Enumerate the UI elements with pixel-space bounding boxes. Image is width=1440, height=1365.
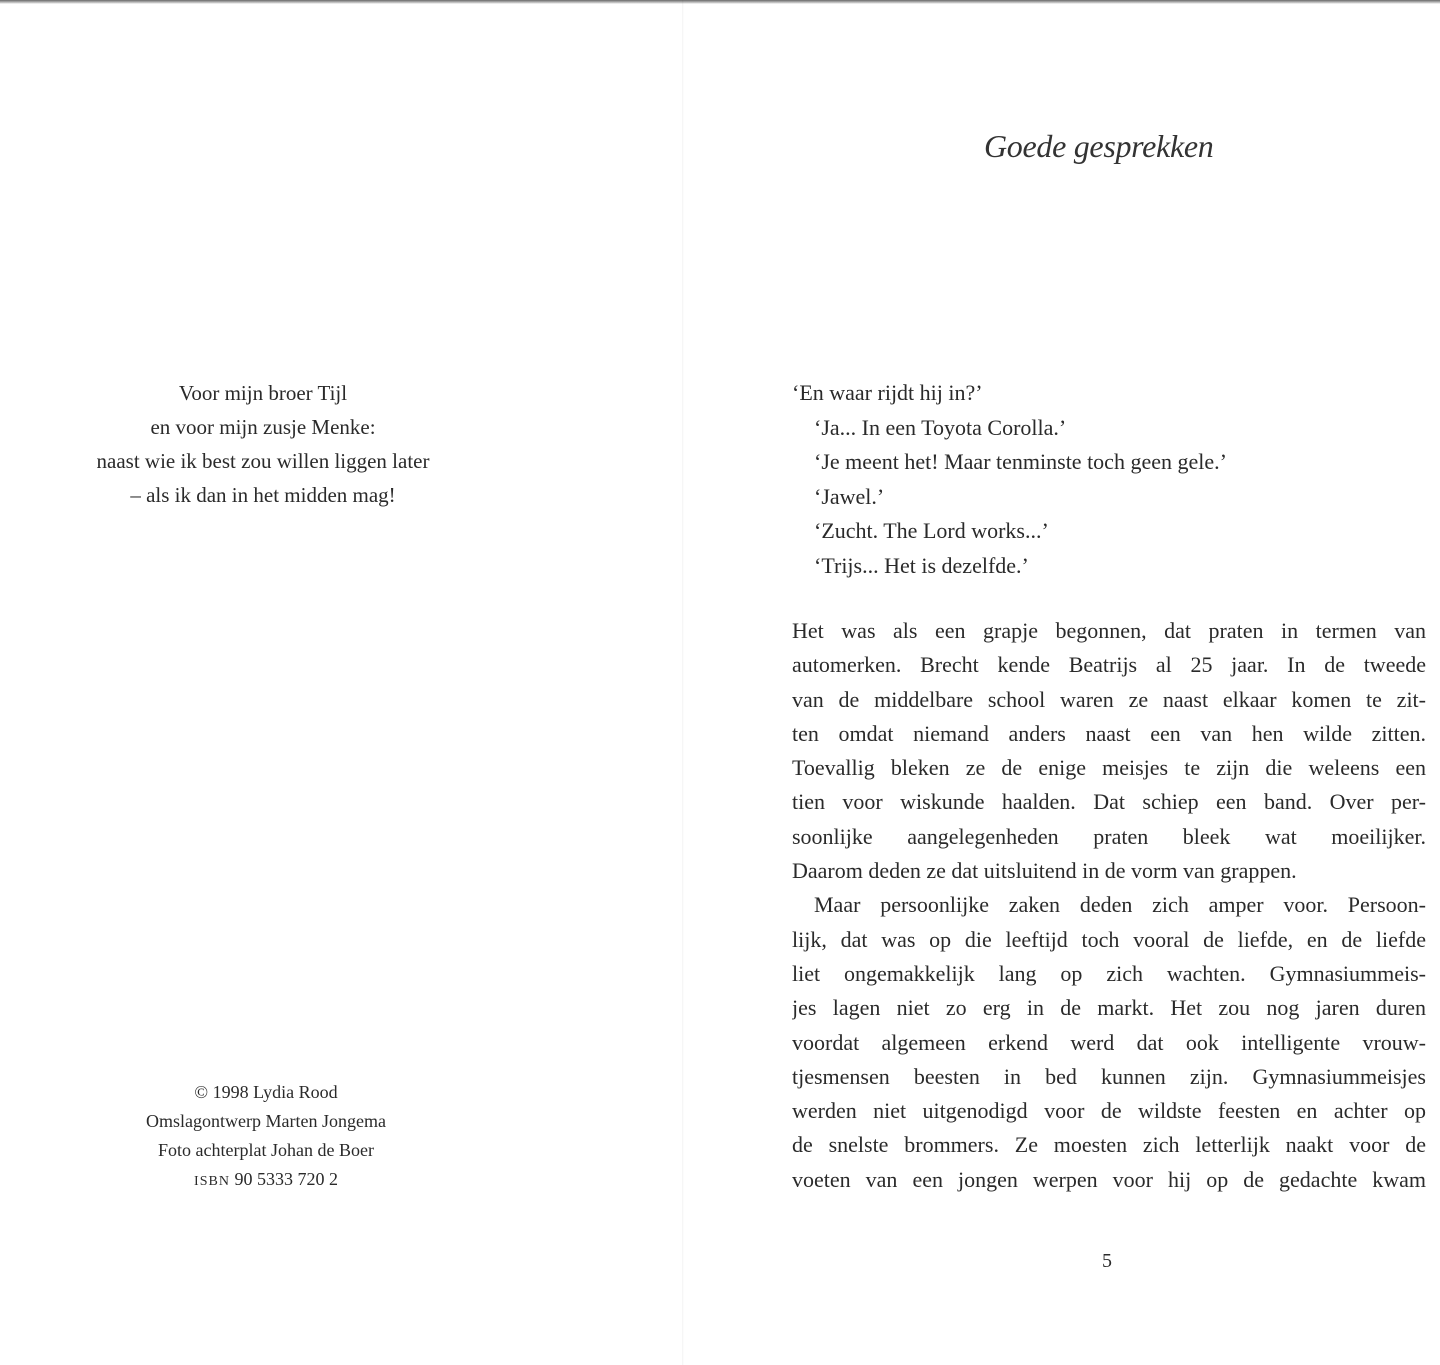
copyright-line: © 1998 Lydia Rood (194, 1082, 338, 1102)
chapter-title: Goede gesprekken (984, 128, 1214, 164)
dialogue-line: ‘Ja... In een Toyota Corolla.’ (814, 414, 1067, 440)
dialogue-line: ‘Je meent het! Maar tenminste toch geen gele.’ (814, 449, 1227, 474)
dedication-line: en voor mijn zusje Menke: (150, 415, 376, 439)
paragraph-line: van de middelbare school waren ze naast elkaar komen te zit- (792, 686, 1426, 712)
right-page (684, 0, 1440, 1365)
isbn-line (100, 1165, 432, 1196)
isbn-label: ISBN (194, 1174, 230, 1189)
dialogue-line: ‘Zucht. The Lord works...’ (814, 518, 1049, 543)
paragraph-line: liet ongemakkelijk lang op zich wachten. Gymnasiummeis- (792, 960, 1426, 986)
colophon (100, 1078, 432, 1196)
paragraph-line: Daarom deden ze dat uitsluitend in de vorm van grappen. (792, 858, 1297, 884)
paragraph-line: Toevallig bleken ze de enige meisjes te zijn die weleens een (792, 755, 1426, 781)
dedication-line: naast wie ik best zou willen liggen later (96, 449, 430, 473)
paragraph-line: voeten van een jongen werpen voor hij op de gedachte kwam (792, 1166, 1426, 1192)
paragraph-line: Het was als een grapje begonnen, dat praten in termen van (792, 618, 1426, 643)
left-page (0, 0, 682, 1365)
paragraph-line: tjesmensen beesten in bed kunnen zijn. Gymnasiummeisjes (792, 1063, 1426, 1089)
paragraph-line: Maar persoonlijke zaken deden zich amper voor. Persoon- (814, 892, 1426, 918)
dialogue-line: ‘Jawel.’ (814, 483, 885, 509)
dialogue-block (792, 376, 1412, 583)
isbn-number: 90 5333 720 2 (234, 1169, 338, 1189)
paragraph-line: werden niet uitgenodigd voor de wildste feesten en achter op (792, 1098, 1426, 1124)
paragraph-line: ten omdat niemand anders naast een van hen wilde zitten. (792, 720, 1426, 746)
paragraph-line: voordat algemeen erkend werd dat ook intelligente vrouw- (792, 1029, 1426, 1055)
page-number: 5 (1102, 1250, 1112, 1272)
dedication-line: Voor mijn broer Tijl (178, 381, 348, 405)
body-text (792, 614, 1426, 1197)
dialogue-line: ‘En waar rijdt hij in?’ (792, 380, 983, 405)
paragraph-line: soonlijke aangelegenheden praten bleek wat moeilijker. (792, 823, 1426, 849)
paragraph-line: de snelste brommers. Ze moesten zich letterlijk naakt voor de (792, 1132, 1426, 1158)
paragraph-line: lijk, dat was op die leeftijd toch vooral de liefde, en de liefde (792, 926, 1426, 952)
paragraph-line: jes lagen niet zo erg in de markt. Het zou nog jaren duren (792, 995, 1426, 1021)
dialogue-line: ‘Trijs... Het is dezelfde.’ (814, 552, 1029, 578)
cover-design-line: Omslagontwerp Marten Jongema (146, 1111, 386, 1131)
dedication-line: – als ik dan in het midden mag! (130, 483, 396, 507)
photo-credit-line: Foto achterplat Johan de Boer (158, 1140, 374, 1160)
paragraph-line: tien voor wiskunde haalden. Dat schiep een band. Over per- (792, 789, 1426, 815)
dedication (40, 376, 486, 512)
paragraph-line: automerken. Brecht kende Beatrijs al 25 jaar. In de tweede (792, 652, 1426, 678)
